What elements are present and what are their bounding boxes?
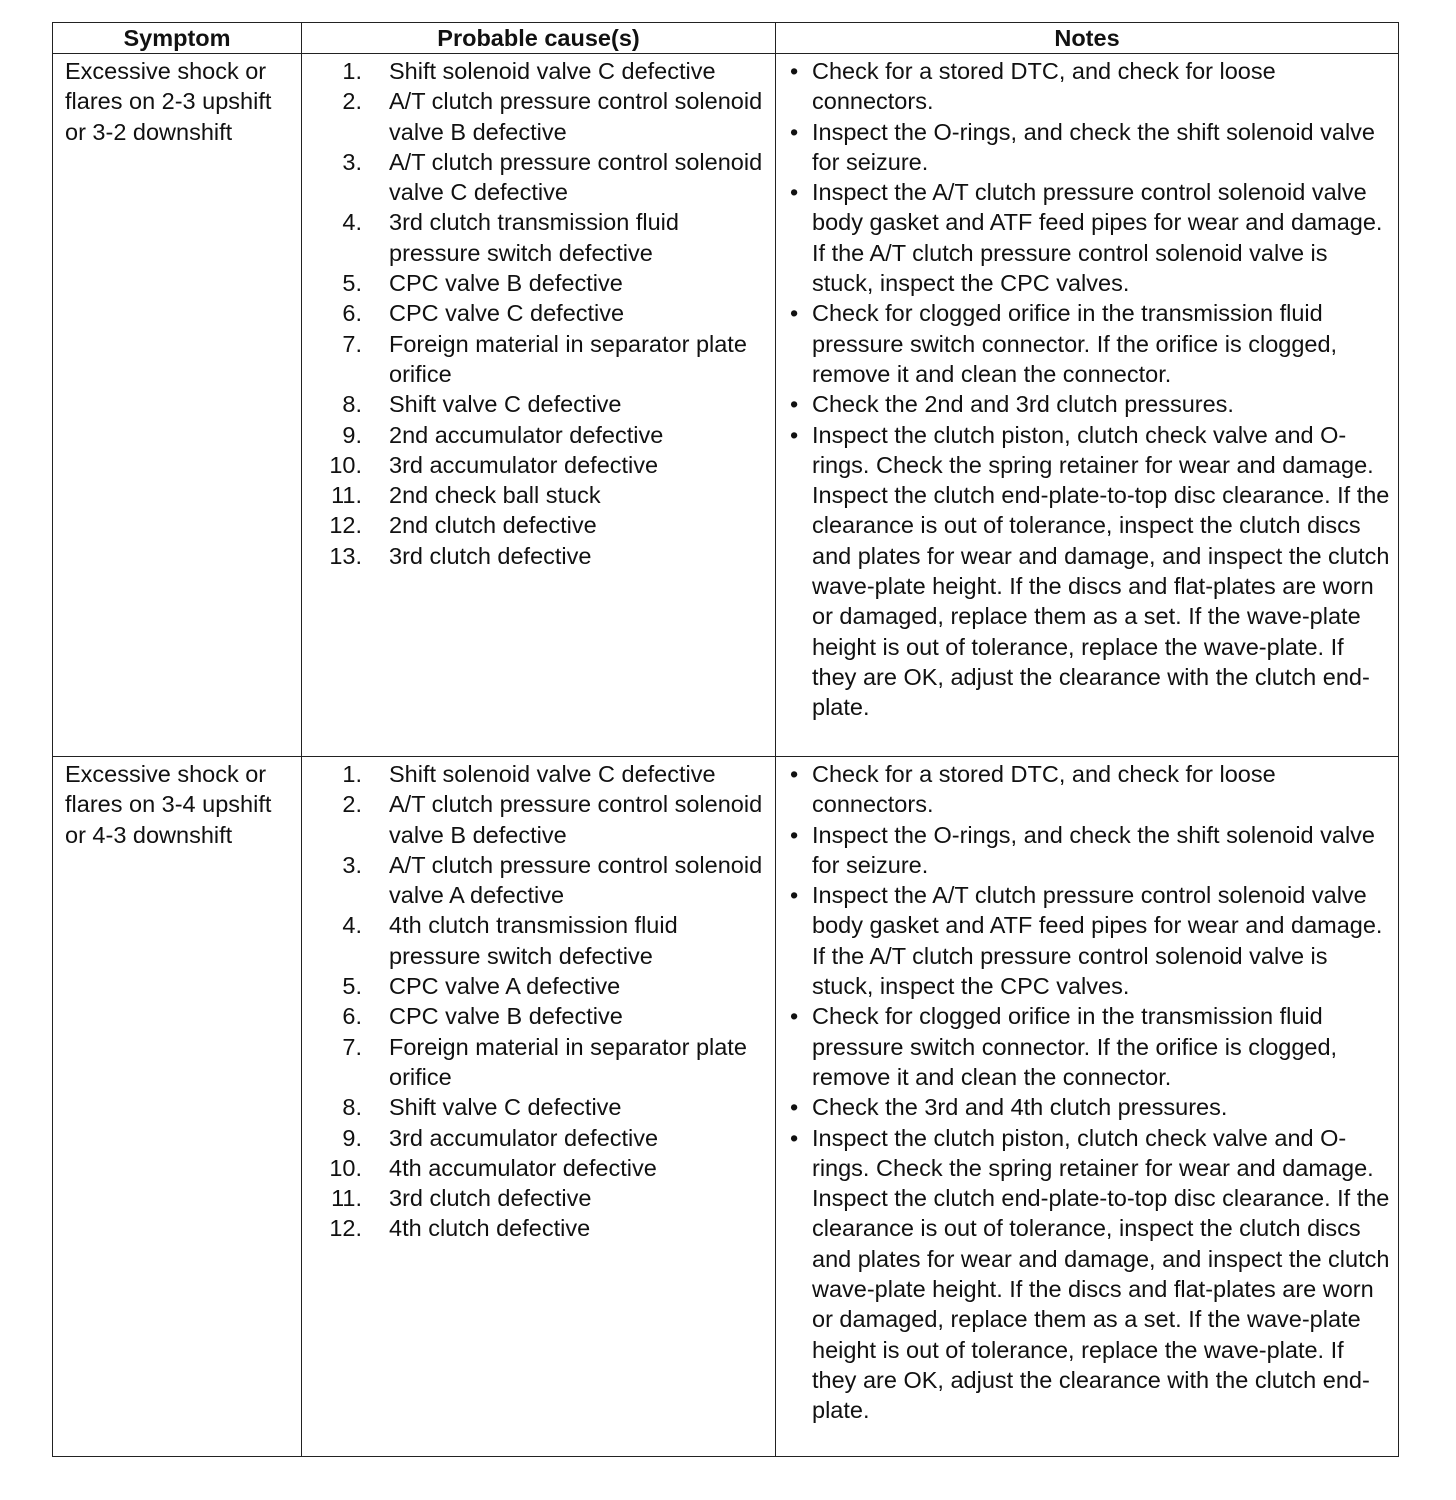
cause-item <box>302 298 771 328</box>
bullet-icon: • <box>790 1124 799 1151</box>
cause-number: 5. <box>342 270 362 297</box>
note-text: Inspect the O-rings, and check the shift solenoid valve for seizure. <box>812 118 1376 175</box>
cause-text: Shift solenoid valve C defective <box>389 58 716 84</box>
cause-number: 8. <box>342 1094 362 1121</box>
note-text: Inspect the O-rings, and check the shift solenoid valve for seizure. <box>812 821 1376 878</box>
notes-cell <box>776 54 1399 757</box>
note-item <box>790 1001 1392 1092</box>
cause-item <box>302 329 771 390</box>
bullet-icon: • <box>790 179 799 206</box>
table-row <box>53 757 1399 1457</box>
bullet-icon: • <box>790 300 799 327</box>
cause-text: Foreign material in separator plate orifice <box>389 1033 747 1090</box>
note-text: Inspect the clutch piston, clutch check valve and O-rings. Check the spring retainer for wear and damage. Inspect the clutch end-plate-to-top disc clearance. If the clearance is out of tolerance, inspect the clutch discs and plates for wear and damage, and inspect the clutch wave-plate height. If the discs and flat-plates are worn or damaged, replace them as a set. If the wave-plate height is out of tolerance, replace the wave-plate. If they are OK, adjust the clearance with the clutch end-plate. <box>812 421 1390 721</box>
cause-text: A/T clutch pressure control solenoid valve B defective <box>389 88 763 145</box>
cause-number: 7. <box>342 1033 362 1060</box>
cause-item <box>302 56 771 86</box>
note-item <box>790 117 1392 178</box>
note-text: Check for a stored DTC, and check for loose connectors. <box>812 58 1276 115</box>
cause-number: 3. <box>342 851 362 878</box>
header-notes: Notes <box>776 23 1399 54</box>
cause-item <box>302 268 771 298</box>
note-item <box>790 56 1392 117</box>
cause-item <box>302 510 771 540</box>
cause-item <box>302 1183 771 1213</box>
note-text: Check the 3rd and 4th clutch pressures. <box>812 1094 1228 1121</box>
note-text: Check for clogged orifice in the transmission fluid pressure switch connector. If the orifice is clogged, remove it and clean the connector. <box>812 1003 1338 1090</box>
cause-number: 9. <box>342 421 362 448</box>
cause-text: A/T clutch pressure control solenoid valve B defective <box>389 791 763 848</box>
notes-cell <box>776 757 1399 1457</box>
cause-number: 2. <box>342 791 362 818</box>
cause-item <box>302 389 771 419</box>
cause-item <box>302 147 771 208</box>
cause-text: Shift valve C defective <box>389 1094 622 1121</box>
note-item <box>790 420 1392 723</box>
cause-number: 8. <box>342 391 362 418</box>
cause-number: 3. <box>342 148 362 175</box>
cause-number: 5. <box>342 973 362 1000</box>
note-item <box>790 1123 1392 1426</box>
cause-text: Foreign material in separator plate orifice <box>389 330 747 387</box>
cause-number: 4. <box>342 209 362 236</box>
symptom-cell: Excessive shock or flares on 2-3 upshift or 3-2 downshift <box>53 54 302 757</box>
cause-item <box>302 1153 771 1183</box>
cause-list <box>302 759 771 1244</box>
cause-text: 2nd check ball stuck <box>389 482 601 509</box>
header-symptom: Symptom <box>53 23 302 54</box>
bullet-icon: • <box>790 58 799 84</box>
cause-text: CPC valve A defective <box>389 973 621 1000</box>
cause-item <box>302 971 771 1001</box>
cause-item <box>302 850 771 911</box>
cause-item <box>302 910 771 971</box>
cause-item <box>302 1092 771 1122</box>
cause-text: 4th clutch defective <box>389 1215 591 1242</box>
note-list <box>790 56 1392 723</box>
cause-number: 1. <box>342 58 362 84</box>
note-text: Inspect the A/T clutch pressure control solenoid valve body gasket and ATF feed pipes for wear and damage. If the A/T clutch pressure control solenoid valve is stuck, inspect the CPC valves. <box>812 882 1383 1000</box>
cause-number: 6. <box>342 300 362 327</box>
note-list <box>790 759 1392 1426</box>
cause-text: 2nd clutch defective <box>389 512 597 539</box>
cause-item <box>302 86 771 147</box>
cause-item <box>302 420 771 450</box>
symptom-cell: Excessive shock or flares on 3-4 upshift or 4-3 downshift <box>53 757 302 1457</box>
bullet-icon: • <box>790 821 799 848</box>
cause-text: 3rd clutch transmission fluid pressure switch defective <box>389 209 679 266</box>
cause-item <box>302 1123 771 1153</box>
note-text: Check for clogged orifice in the transmission fluid pressure switch connector. If the orifice is clogged, remove it and clean the connector. <box>812 300 1338 387</box>
cause-item <box>302 1213 771 1243</box>
bullet-icon: • <box>790 421 799 448</box>
causes-cell <box>302 757 776 1457</box>
cause-item <box>302 450 771 480</box>
cause-text: 3rd accumulator defective <box>389 1124 659 1151</box>
cause-text: A/T clutch pressure control solenoid valve A defective <box>389 851 763 909</box>
note-item <box>790 177 1392 298</box>
cause-number: 7. <box>342 330 362 357</box>
cause-item <box>302 789 771 850</box>
cause-number: 11. <box>331 482 362 509</box>
cause-item <box>302 1001 771 1031</box>
cause-number: 12. <box>329 512 362 539</box>
cause-text: 3rd accumulator defective <box>389 451 659 478</box>
note-item <box>790 820 1392 881</box>
note-item <box>790 880 1392 1001</box>
bullet-icon: • <box>790 761 799 787</box>
cause-number: 9. <box>342 1124 362 1151</box>
bullet-icon: • <box>790 882 799 909</box>
cause-text: 2nd accumulator defective <box>389 421 664 448</box>
bullet-icon: • <box>790 391 799 418</box>
note-text: Check for a stored DTC, and check for loose connectors. <box>812 761 1276 818</box>
note-item <box>790 389 1392 419</box>
header-probable-causes: Probable cause(s) <box>302 23 776 54</box>
cause-item <box>302 541 771 571</box>
cause-number: 10. <box>329 451 362 478</box>
note-item <box>790 1092 1392 1122</box>
cause-number: 13. <box>329 542 362 569</box>
cause-text: 4th accumulator defective <box>389 1154 657 1181</box>
cause-number: 6. <box>342 1003 362 1030</box>
cause-text: 4th clutch transmission fluid pressure switch defective <box>389 912 678 969</box>
cause-text: A/T clutch pressure control solenoid valve C defective <box>389 148 763 206</box>
cause-text: CPC valve B defective <box>389 1003 623 1030</box>
bullet-icon: • <box>790 1003 799 1030</box>
cause-text: 3rd clutch defective <box>389 542 592 569</box>
note-text: Inspect the A/T clutch pressure control solenoid valve body gasket and ATF feed pipes for wear and damage. If the A/T clutch pressure control solenoid valve is stuck, inspect the CPC valves. <box>812 179 1383 297</box>
cause-number: 11. <box>331 1185 362 1212</box>
cause-item <box>302 480 771 510</box>
note-text: Check the 2nd and 3rd clutch pressures. <box>812 391 1234 418</box>
cause-text: Shift solenoid valve C defective <box>389 761 716 787</box>
cause-text: CPC valve C defective <box>389 300 625 327</box>
cause-number: 1. <box>342 761 362 787</box>
troubleshooting-table <box>52 22 1399 1457</box>
note-item <box>790 759 1392 820</box>
table-row <box>53 54 1399 757</box>
cause-number: 4. <box>342 912 362 939</box>
cause-item <box>302 1032 771 1093</box>
cause-text: Shift valve C defective <box>389 391 622 418</box>
causes-cell <box>302 54 776 757</box>
bullet-icon: • <box>790 118 799 145</box>
cause-text: CPC valve B defective <box>389 270 623 297</box>
cause-number: 2. <box>342 88 362 115</box>
cause-text: 3rd clutch defective <box>389 1185 592 1212</box>
cause-item <box>302 759 771 789</box>
bullet-icon: • <box>790 1094 799 1121</box>
note-text: Inspect the clutch piston, clutch check valve and O-rings. Check the spring retainer for wear and damage. Inspect the clutch end-plate-to-top disc clearance. If the clearance is out of tolerance, inspect the clutch discs and plates for wear and damage, and inspect the clutch wave-plate height. If the discs and flat-plates are worn or damaged, replace them as a set. If the wave-plate height is out of tolerance, replace the wave-plate. If they are OK, adjust the clearance with the clutch end-plate. <box>812 1124 1390 1424</box>
cause-number: 12. <box>329 1215 362 1242</box>
note-item <box>790 298 1392 389</box>
cause-item <box>302 207 771 268</box>
header-row <box>53 23 1399 54</box>
cause-number: 10. <box>329 1154 362 1181</box>
cause-list <box>302 56 771 571</box>
